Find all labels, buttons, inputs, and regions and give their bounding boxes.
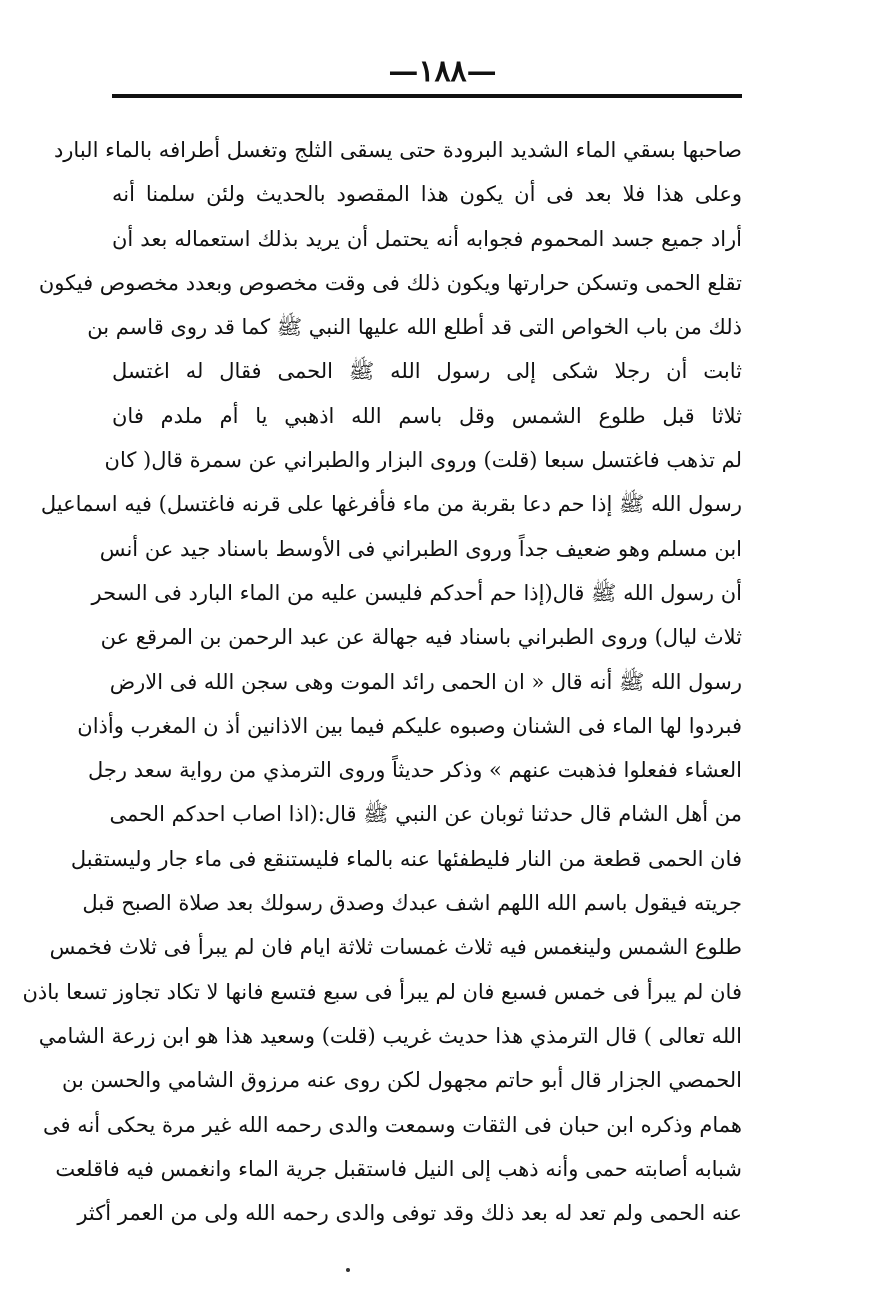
text-line-9: رسول الله ﷺ إذا حم دعا بقربة من ماء فأفرغها على قرنه فاغتسل) فيه اسماعيل: [40, 492, 742, 517]
text-line-19: طلوع الشمس ولينغمس فيه ثلاث غمسات ثلاثة ايام فان لم يبرأ فى ثلاث فخمس: [49, 935, 742, 960]
body-text: [22, 128, 742, 1235]
text-line-5: ذلك من باب الخواص التى قد أطلع الله عليها النبي ﷺ كما قد روى قاسم بن: [87, 315, 742, 340]
text-line-21: الله تعالى ) قال الترمذي هذا حديث غريب (قلت) وسعيد هذا هو ابن زرعة الشامي: [38, 1023, 742, 1048]
text-line-13: رسول الله ﷺ أنه قال « ان الحمى رائد الموت وهى سجن الله فى الارض: [109, 669, 742, 694]
text-line-2: وعلى هذا فلا بعد فى أن يكون هذا المقصود بالحديث ولئن سلمنا أنه: [112, 182, 742, 207]
text-line-11: أن رسول الله ﷺ قال(إذا حم أحدكم فليسن عليه من الماء البارد فى السحر: [91, 580, 742, 605]
text-line-17: فان الحمى قطعة من النار فليطفئها عنه بالماء فليستنقع فى ماء جار وليستقبل: [70, 846, 742, 871]
text-line-12: ثلاث ليال) وروى الطبراني باسناد فيه جهالة عن عبد الرحمن بن المرقع عن: [100, 625, 742, 650]
text-line-15: العشاء ففعلوا فذهبت عنهم » وذكر حديثاً وروى الترمذي من رواية سعد رجل: [88, 758, 742, 783]
text-line-20: فان لم يبرأ فى خمس فسبع فان لم يبرأ فى سبع فتسع فانها لا تكاد تجاوز تسعا باذن: [22, 979, 742, 1004]
text-line-1: صاحبها بسقي الماء الشديد البرودة حتى يسقى الثلج وتغسل أطرافه بالماء البارد: [53, 138, 742, 162]
text-line-18: جريته فيقول باسم الله اللهم اشف عبدك وصدق رسولك بعد صلاة الصبح قبل: [82, 891, 742, 916]
page-number: —١٨٨—: [388, 54, 497, 89]
text-line-16: من أهل الشام قال حدثنا ثوبان عن النبي ﷺ قال:(اذا اصاب احدكم الحمى: [109, 802, 742, 827]
text-line-10: ابن مسلم وهو ضعيف جداً وروى الطبراني فى الأوسط باسناد جيد عن أنس: [99, 536, 742, 561]
header-rule: [112, 94, 742, 98]
text-line-6: ثابت أن رجلا شكى إلى رسول الله ﷺ الحمى فقال له اغتسل: [112, 359, 742, 384]
text-line-25: عنه الحمى ولم تعد له بعد ذلك وقد توفى والدى رحمه الله ولى من العمر أكثر: [77, 1201, 742, 1226]
text-line-23: همام وذكره ابن حبان فى الثقات وسمعت والدى رحمه الله غير مرة يحكى أنه فى: [42, 1112, 742, 1137]
text-line-22: الحمصي الجزار قال أبو حاتم مجهول لكن روى عنه مرزوق الشامي والحسن بن: [62, 1068, 742, 1093]
text-line-8: لم تذهب فاغتسل سبعا (قلت) وروى البزار والطبراني عن سمرة قال( كان: [104, 448, 742, 473]
text-line-3: أراد جميع جسد المحموم فجوابه أنه يحتمل أن يريد بذلك استعماله بعد أن: [112, 226, 742, 251]
text-line-4: تقلع الحمى وتسكن حرارتها ويكون ذلك فى وقت مخصوص وبعدد مخصوص فيكون: [38, 270, 742, 295]
footer-dot: [346, 1268, 350, 1272]
text-line-24: شبابه أصابته حمى وأنه ذهب إلى النيل فاستقبل جرية الماء وانغمس فيه فاقلعت: [55, 1156, 742, 1181]
text-line-7: ثلاثا قبل طلوع الشمس وقل باسم الله اذهبي يا أم ملدم فان: [112, 403, 742, 428]
text-line-14: فبردوا لها الماء فى الشنان وصبوه عليكم فيما بين الاذانين أذ ن المغرب وأذان: [77, 713, 742, 738]
